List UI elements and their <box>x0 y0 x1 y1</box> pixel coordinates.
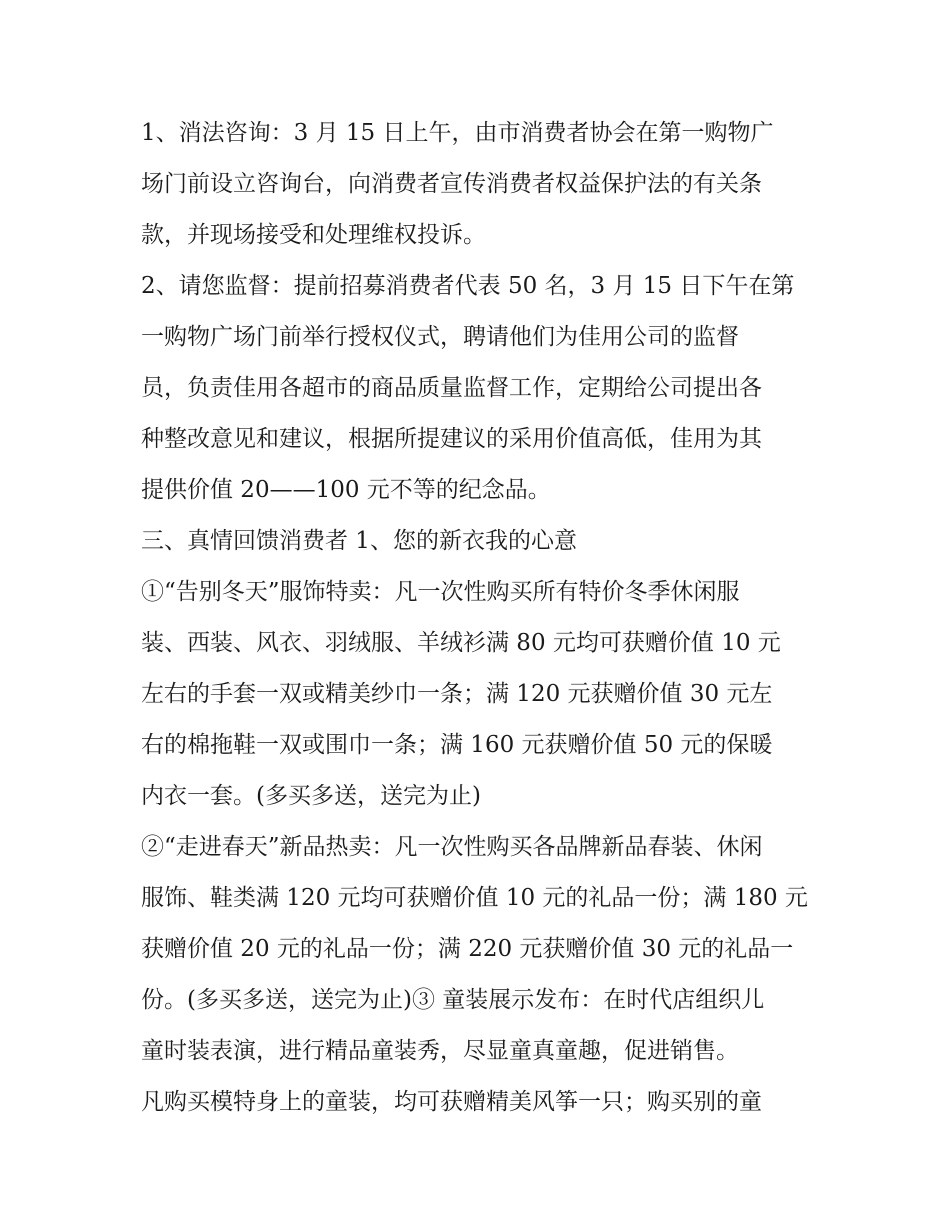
text-line: 右的棉拖鞋一双或围巾一条；满 160 元获赠价值 50 元的保暖 <box>141 732 773 758</box>
text-line: ②“走进春天”新品热卖：凡一次性购买各品牌新品春装、休闲 <box>141 834 763 860</box>
text-line: 服饰、鞋类满 120 元均可获赠价值 10 元的礼品一份；满 180 元 <box>141 885 808 911</box>
text-line: 份。(多买多送，送完为止)③ 童装展示发布：在时代店组织儿 <box>141 987 765 1013</box>
text-line: 装、西装、风衣、羽绒服、羊绒衫满 80 元均可获赠价值 10 元 <box>141 630 781 656</box>
text-line: 员，负责佳用各超市的商品质量监督工作，定期给公司提出各 <box>141 375 762 401</box>
text-line: 场门前设立咨询台，向消费者宣传消费者权益保护法的有关条 <box>141 171 762 197</box>
document-body <box>141 108 811 1128</box>
text-line: 一购物广场门前举行授权仪式，聘请他们为佳用公司的监督 <box>141 324 739 350</box>
section-heading: 三、真情回馈消费者 1、您的新衣我的心意 <box>141 528 577 554</box>
text-line: 种整改意见和建议，根据所提建议的采用价值高低，佳用为其 <box>141 426 762 452</box>
text-line: 2、请您监督：提前招募消费者代表 50 名，3 月 15 日下午在第 <box>141 273 795 299</box>
text-line: ①“告别冬天”服饰特卖：凡一次性购买所有特价冬季休闲服 <box>141 579 740 605</box>
text-line: 提供价值 20——100 元不等的纪念品。 <box>141 477 551 503</box>
text-line: 款，并现场接受和处理维权投诉。 <box>141 222 486 248</box>
text-line: 内衣一套。(多买多送，送完为止) <box>141 783 481 809</box>
text-line: 左右的手套一双或精美纱巾一条；满 120 元获赠价值 30 元左 <box>141 681 773 707</box>
text-line: 1、消法咨询：3 月 15 日上午，由市消费者协会在第一购物广 <box>141 120 774 146</box>
text-line: 童时装表演，进行精品童装秀，尽显童真童趣，促进销售。 <box>141 1038 739 1064</box>
text-line: 获赠价值 20 元的礼品一份；满 220 元获赠价值 30 元的礼品一 <box>141 936 794 962</box>
text-line: 凡购买模特身上的童装，均可获赠精美风筝一只；购买别的童 <box>141 1089 762 1115</box>
